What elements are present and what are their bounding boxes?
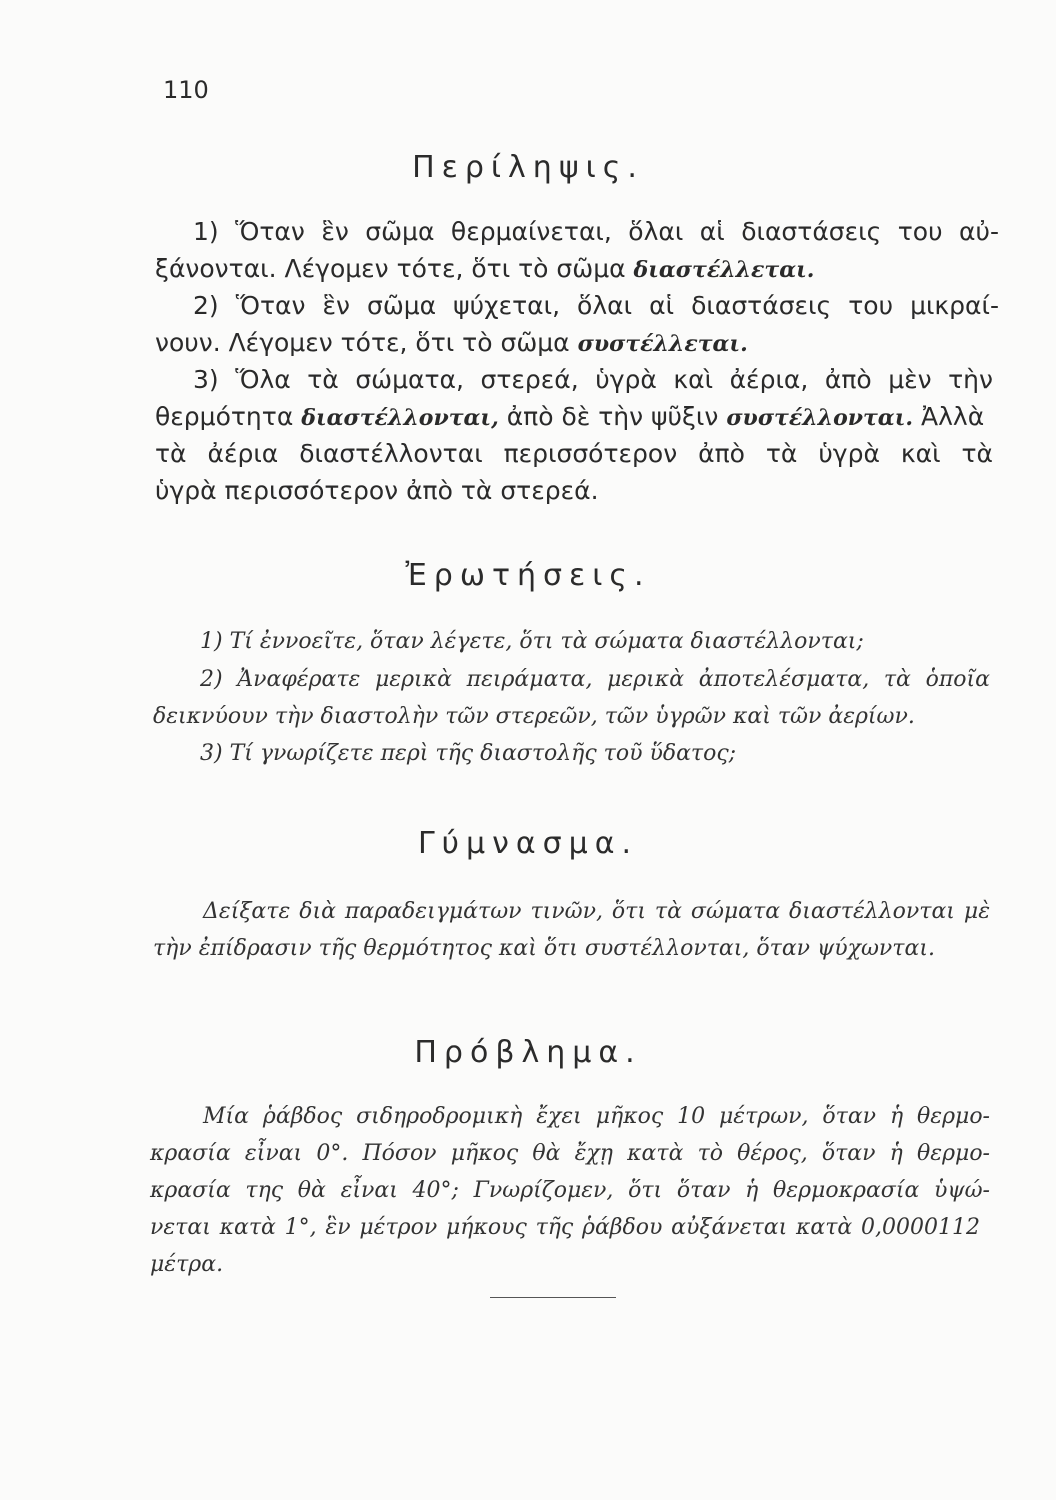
problem-line-3: κρασία της θὰ εἶναι 40°; Γνωρίζομεν, ὅτι ὅταν ἡ θερμοκρασία ὑψώ- (150, 1178, 990, 1203)
term-expands: διαστέλλεται. (633, 257, 815, 283)
problem-line-5: μέτρα. (150, 1252, 224, 1277)
summary-line-7: τὰ ἀέρια διαστέλλονται περισσότερον ἀπὸ τὰ ὑγρὰ καὶ τὰ (155, 439, 993, 468)
summary-line-3: 2) Ὅταν ἓν σῶμα ψύχεται, ὅλαι αἱ διαστάσεις του μικραί- (193, 291, 999, 320)
problem-line-4: νεται κατὰ 1°, ἓν μέτρον μήκους τῆς ῥάβδου αὐξάνεται κατὰ 0,0000112 (150, 1215, 980, 1240)
summary-line-6-text-c: Ἀλλὰ (921, 402, 985, 431)
summary-line-1: 1) Ὅταν ἓν σῶμα θερμαίνεται, ὅλαι αἱ διαστάσεις του αὐ- (193, 217, 999, 246)
summary-line-2-text: ξάνονται. Λέγομεν τότε, ὅτι τὸ σῶμα (155, 254, 626, 283)
question-2-line-2: δεικνύουν τὴν διαστολὴν τῶν στερεῶν, τῶν ὑγρῶν καὶ τῶν ἀερίων. (153, 704, 915, 729)
summary-line-6-text-a: θερμότητα (155, 402, 294, 431)
end-rule (490, 1297, 616, 1298)
summary-line-5: 3) Ὅλα τὰ σώματα, στερεά, ὑγρὰ καὶ ἀέρια, ἀπὸ μὲν τὴν (193, 365, 993, 394)
problem-line-2: κρασία εἶναι 0°. Πόσον μῆκος θὰ ἔχῃ κατὰ τὸ θέρος, ὅταν ἡ θερμο- (150, 1141, 990, 1166)
exercise-line-2: τὴν ἐπίδρασιν τῆς θερμότητος καὶ ὅτι συστέλλονται, ὅταν ψύχωνται. (153, 936, 935, 961)
exercise-line-1: Δείξατε διὰ παραδειγμάτων τινῶν, ὅτι τὰ σώματα διαστέλλονται μὲ (203, 899, 990, 924)
question-2-line-1: 2) Ἀναφέρατε μερικὰ πειράματα, μερικὰ ἀποτελέσματα, τὰ ὁποῖα (200, 667, 990, 692)
question-3: 3) Τί γνωρίζετε περὶ τῆς διαστολῆς τοῦ ὕδατος; (200, 741, 737, 766)
summary-line-4 (155, 328, 748, 359)
problem-line-1: Μία ῥάβδος σιδηροδρομικὴ ἔχει μῆκος 10 μέτρων, ὅταν ἡ θερμο- (203, 1104, 990, 1129)
question-1: 1) Τί ἐννοεῖτε, ὅταν λέγετε, ὅτι τὰ σώματα διαστέλλονται; (200, 629, 864, 654)
summary-line-4-text: νουν. Λέγομεν τότε, ὅτι τὸ σῶμα (155, 328, 570, 357)
heading-exercise: Γύμνασμα. (417, 826, 639, 861)
summary-line-6-text-b: ἀπὸ δὲ τὴν ψῦξιν (506, 402, 719, 431)
summary-line-2 (155, 254, 814, 285)
term-expand-plural: διαστέλλονται, (301, 405, 499, 431)
term-contract-plural: συστέλλονται. (726, 405, 914, 431)
heading-summary: Περίληψις. (412, 150, 644, 185)
summary-line-6 (155, 402, 984, 433)
page-number: 110 (163, 76, 209, 104)
heading-questions: Ἐρωτήσεις. (405, 558, 651, 593)
term-contracts: συστέλλεται. (577, 331, 748, 357)
heading-problem: Πρόβλημα. (414, 1035, 642, 1070)
summary-line-8: ὑγρὰ περισσότερον ἀπὸ τὰ στερεά. (155, 476, 599, 505)
